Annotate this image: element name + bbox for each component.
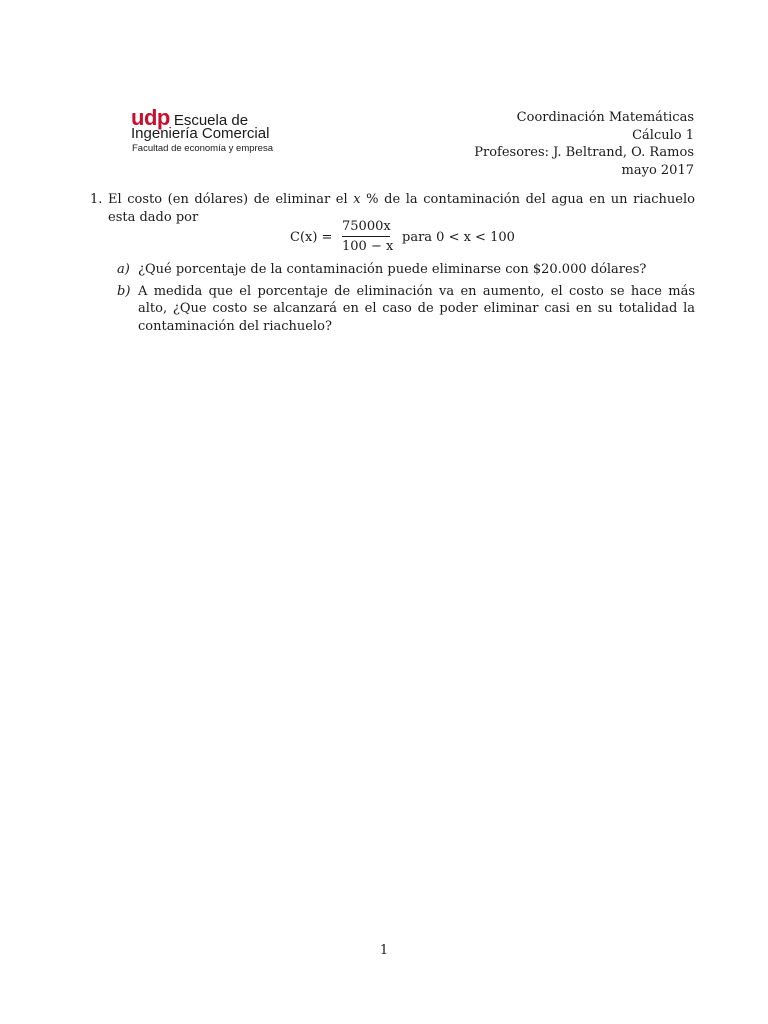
formula-denominator: 100 − x xyxy=(342,239,394,254)
formula-fraction xyxy=(342,219,394,255)
sub-question-label: b) xyxy=(117,283,131,299)
header-date: mayo 2017 xyxy=(621,162,694,178)
statement-part-2: % de la contaminación del agua en un riachuelo esta dado por xyxy=(108,192,695,225)
logo-line-3: Facultad de economía y empresa xyxy=(132,143,273,154)
header-professors: Profesores: J. Beltrand, O. Ramos xyxy=(474,145,694,160)
document-header xyxy=(474,109,694,179)
statement-variable: x xyxy=(353,192,361,207)
sub-question-a xyxy=(117,261,695,279)
formula-condition: para 0 < x < 100 xyxy=(402,230,515,245)
logo-brand: udp xyxy=(131,105,170,130)
sub-question-label: a) xyxy=(117,262,130,277)
header-coordination: Coordinación Matemáticas xyxy=(516,110,694,125)
udp-logo xyxy=(131,107,291,155)
formula-lhs: C(x) = xyxy=(290,230,333,245)
sub-question-b xyxy=(117,283,695,336)
header-course: Cálculo 1 xyxy=(632,127,694,143)
page-number: 1 xyxy=(379,943,389,958)
problem-statement xyxy=(108,191,695,226)
fraction-bar xyxy=(342,236,390,237)
sub-question-text: A medida que el porcentaje de eliminación va en aumento, el costo se hace más alto, ¿Que costo se alcanzará en el caso de poder eliminar casi en su totalidad la contaminación del riachuelo? xyxy=(138,283,695,334)
sub-questions xyxy=(117,261,695,339)
logo-line-1: Escuela de xyxy=(173,112,249,129)
logo-line-2: Ingeniería Comercial xyxy=(131,125,270,142)
problem-number: 1. xyxy=(90,192,103,207)
sub-question-text: ¿Qué porcentaje de la contaminación puede eliminarse con $20.000 dólares? xyxy=(138,262,647,277)
problem-1 xyxy=(90,191,695,334)
formula-numerator: 75000x xyxy=(342,219,391,234)
statement-part-1: El costo (en dólares) de eliminar el xyxy=(108,192,354,207)
